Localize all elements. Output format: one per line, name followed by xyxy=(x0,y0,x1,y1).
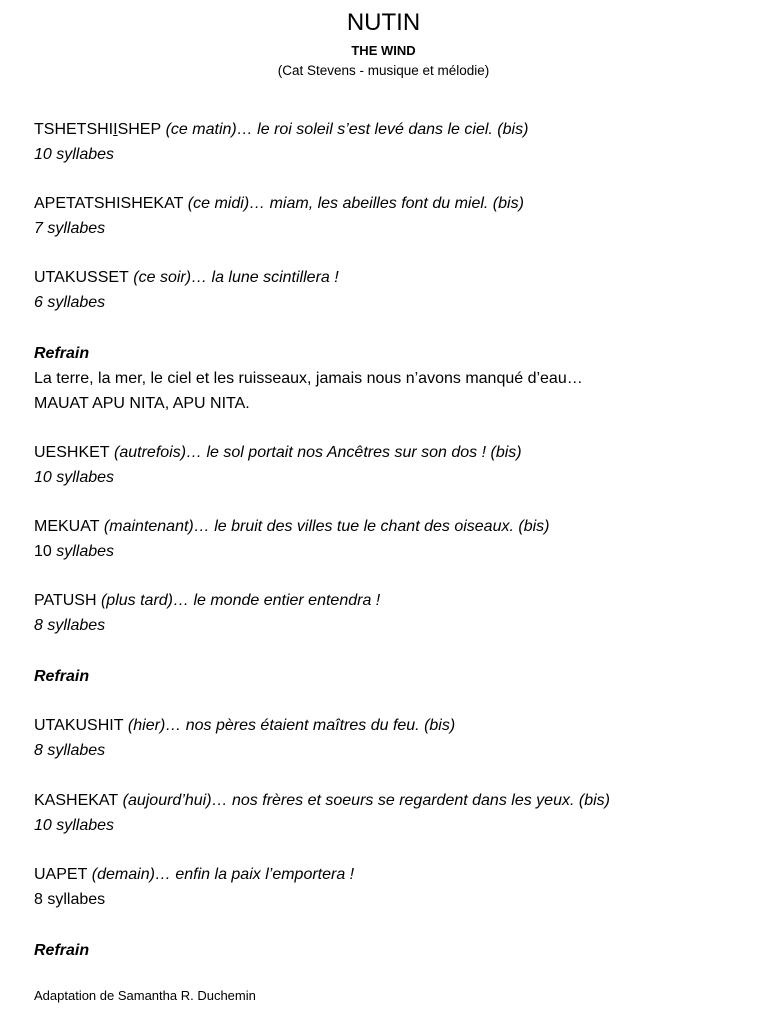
verse-7-gloss: (hier) xyxy=(123,717,166,734)
verse-8-line xyxy=(34,791,610,811)
verse-8-word: KASHEKAT xyxy=(34,792,119,809)
verse-3-gloss: (ce soir) xyxy=(128,269,192,286)
refrain-label-2: Refrain xyxy=(34,668,90,685)
verse-5-lyric: … le bruit des villes tue le chant des oiseaux. (bis) xyxy=(193,518,550,535)
verse-8-syllables: 10 syllabes xyxy=(34,817,115,834)
verse-3-lyric: … la lune scintillera ! xyxy=(191,269,339,286)
verse-2-lyric: … miam, les abeilles font du miel. (bis) xyxy=(249,195,524,212)
verse-7-line xyxy=(34,716,455,736)
song-title: NUTIN xyxy=(346,9,421,36)
verse-8-lyric: … nos frères et soeurs se regardent dans les yeux. (bis) xyxy=(211,792,610,809)
verse-9-word: UAPET xyxy=(34,866,88,883)
verse-4-line xyxy=(34,443,522,463)
verse-8-gloss: (aujourd’hui) xyxy=(118,792,212,809)
verse-9-syllables: 8 syllabes xyxy=(34,891,106,908)
verse-7-word: UTAKUSHIT xyxy=(34,717,124,734)
verse-4-syllables: 10 syllabes xyxy=(34,469,115,486)
verse-6-gloss: (plus tard) xyxy=(96,592,173,609)
refrain-label: Refrain xyxy=(34,345,90,362)
verse-5-gloss: (maintenant) xyxy=(99,518,194,535)
verse-1-line xyxy=(34,120,528,140)
verse-3-word: UTAKUSSET xyxy=(34,269,129,286)
verse-3-syllables: 6 syllabes xyxy=(34,294,106,311)
verse-6-lyric: … le monde entier entendra ! xyxy=(173,592,381,609)
refrain-line-1: La terre, la mer, le ciel et les ruisseaux, jamais nous n’avons manqué d’eau… xyxy=(34,370,583,387)
verse-6-line xyxy=(34,591,380,611)
verse-2-line xyxy=(34,194,524,214)
verse-1-syllables: 10 syllabes xyxy=(34,146,115,163)
verse-9-line xyxy=(34,865,354,885)
verse-3-line xyxy=(34,268,339,288)
adaptation-credit: Adaptation de Samantha R. Duchemin xyxy=(34,988,256,1003)
verse-7-lyric: … nos pères étaient maîtres du feu. (bis) xyxy=(165,717,456,734)
verse-5-word: MEKUAT xyxy=(34,518,100,535)
music-credit: (Cat Stevens - musique et mélodie) xyxy=(277,63,490,78)
verse-7-syllables: 8 syllabes xyxy=(34,742,106,759)
verse-5-syllables: 10 syllabes xyxy=(34,543,115,560)
verse-2-syllables: 7 syllabes xyxy=(34,220,106,237)
verse-4-word: UESHKET xyxy=(34,444,110,461)
verse-9-gloss: (demain) xyxy=(87,866,155,883)
refrain-line-2: MAUAT APU NITA, APU NITA. xyxy=(34,395,250,412)
verse-1-lyric: … le roi soleil s’est levé dans le ciel. (bis) xyxy=(236,121,529,138)
verse-2-gloss: (ce midi) xyxy=(183,195,250,212)
verse-9-lyric: … enfin la paix l’emportera ! xyxy=(154,866,355,883)
verse-1-word: TSHETSHIISHEP xyxy=(34,121,162,138)
refrain-label-3: Refrain xyxy=(34,942,90,959)
verse-1-gloss: (ce matin) xyxy=(161,121,237,138)
verse-5-line xyxy=(34,517,549,537)
verse-2-word: APETATSHISHEKAT xyxy=(34,195,184,212)
verse-4-lyric: … le sol portait nos Ancêtres sur son dos ! (bis) xyxy=(186,444,522,461)
verse-6-word: PATUSH xyxy=(34,592,97,609)
song-subtitle: THE WIND xyxy=(351,43,416,58)
verse-6-syllables: 8 syllabes xyxy=(34,617,106,634)
verse-4-gloss: (autrefois) xyxy=(109,444,187,461)
